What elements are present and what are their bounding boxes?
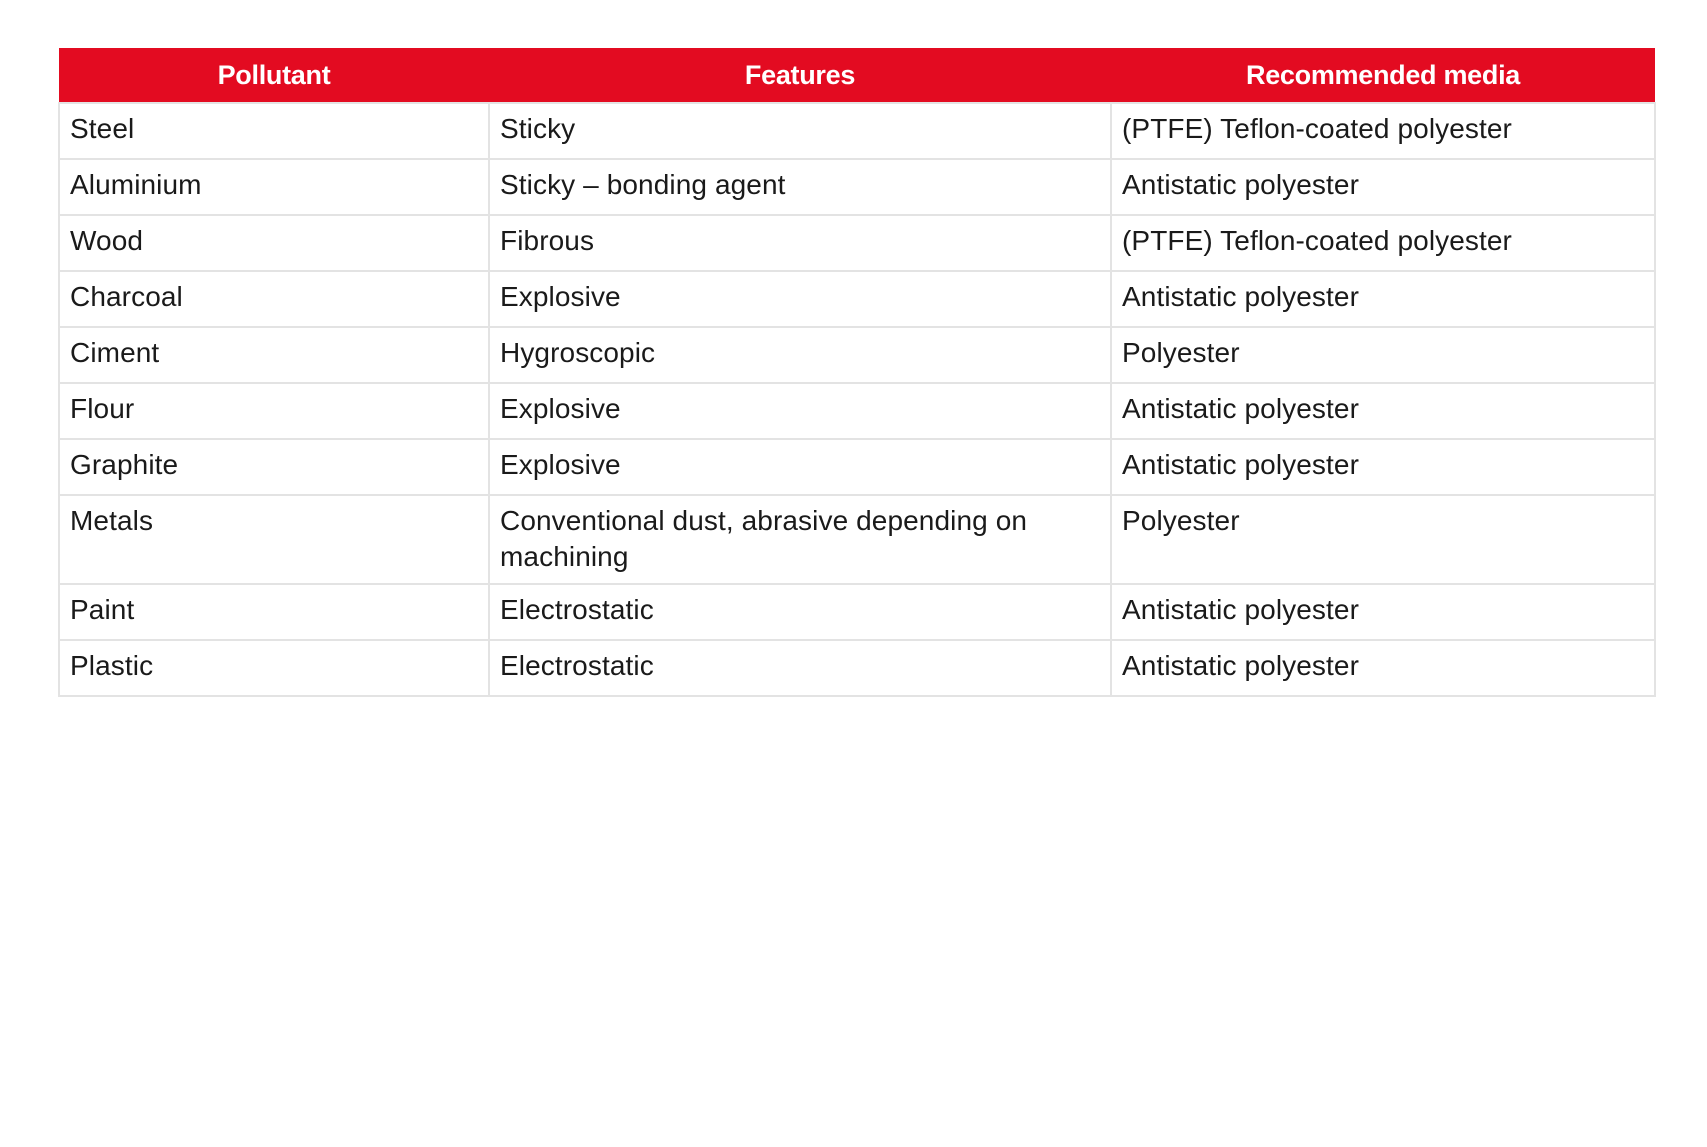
table-row (59, 215, 1655, 271)
table-row (59, 383, 1655, 439)
media-cell: Antistatic polyester (1111, 584, 1655, 640)
table-row (59, 640, 1655, 696)
pollutant-cell: Metals (59, 495, 489, 584)
media-cell: Antistatic polyester (1111, 271, 1655, 327)
features-cell: Explosive (489, 271, 1111, 327)
media-cell: Polyester (1111, 495, 1655, 584)
header-features: Features (489, 48, 1111, 103)
table-header (59, 48, 1655, 103)
table-row (59, 327, 1655, 383)
table-row (59, 103, 1655, 159)
pollutant-cell: Plastic (59, 640, 489, 696)
features-cell: Explosive (489, 383, 1111, 439)
features-cell: Explosive (489, 439, 1111, 495)
pollutant-cell: Graphite (59, 439, 489, 495)
media-table-container (58, 48, 1654, 697)
media-cell: Antistatic polyester (1111, 383, 1655, 439)
media-cell: Antistatic polyester (1111, 439, 1655, 495)
features-cell: Fibrous (489, 215, 1111, 271)
media-cell: Polyester (1111, 327, 1655, 383)
media-table (58, 48, 1656, 697)
table-row (59, 584, 1655, 640)
pollutant-cell: Paint (59, 584, 489, 640)
pollutant-cell: Flour (59, 383, 489, 439)
header-pollutant: Pollutant (59, 48, 489, 103)
media-cell: (PTFE) Teflon-coated polyester (1111, 215, 1655, 271)
features-cell: Conventional dust, abrasive depending on machining (489, 495, 1111, 584)
pollutant-cell: Charcoal (59, 271, 489, 327)
pollutant-cell: Wood (59, 215, 489, 271)
pollutant-cell: Steel (59, 103, 489, 159)
features-cell: Sticky – bonding agent (489, 159, 1111, 215)
table-row (59, 159, 1655, 215)
features-cell: Electrostatic (489, 640, 1111, 696)
pollutant-cell: Ciment (59, 327, 489, 383)
features-cell: Electrostatic (489, 584, 1111, 640)
media-cell: Antistatic polyester (1111, 640, 1655, 696)
features-cell: Sticky (489, 103, 1111, 159)
header-row (59, 48, 1655, 103)
media-cell: (PTFE) Teflon-coated polyester (1111, 103, 1655, 159)
header-recommended-media: Recommended media (1111, 48, 1655, 103)
table-row (59, 439, 1655, 495)
pollutant-cell: Aluminium (59, 159, 489, 215)
table-row (59, 271, 1655, 327)
table-body (59, 103, 1655, 696)
table-row (59, 495, 1655, 584)
features-cell: Hygroscopic (489, 327, 1111, 383)
media-cell: Antistatic polyester (1111, 159, 1655, 215)
